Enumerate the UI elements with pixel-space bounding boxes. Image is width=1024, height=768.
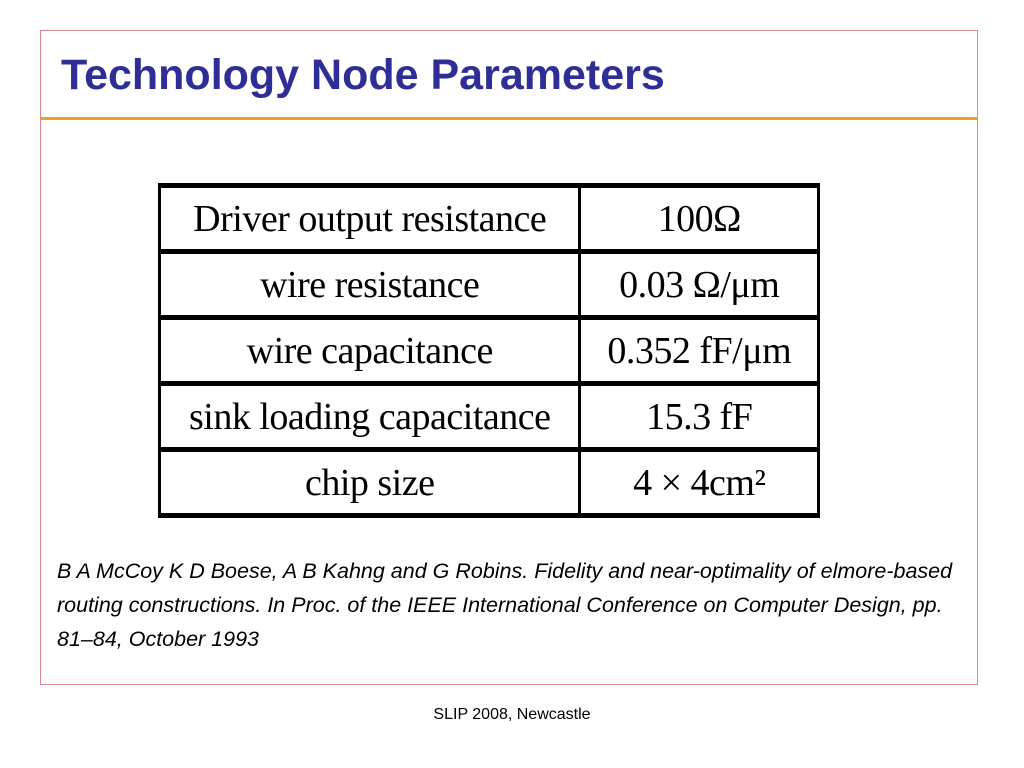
title-divider — [41, 117, 977, 120]
parameter-value: 4 × 4cm² — [581, 452, 817, 513]
table-row — [161, 452, 817, 513]
slide-frame — [40, 30, 978, 685]
citation-text: B A McCoy K D Boese, A B Kahng and G Robins. Fidelity and near-optimality of elmore-based routing constructions. In Proc. of the IEEE International Conference on Computer Design, pp. 81–84, October 1993 — [57, 559, 953, 651]
table-row — [161, 386, 817, 447]
parameter-label: chip size — [161, 452, 581, 513]
parameter-label: wire resistance — [161, 254, 581, 315]
parameter-value: 0.352 fF/μm — [581, 320, 817, 381]
parameter-label: sink loading capacitance — [161, 386, 581, 447]
parameter-label: Driver output resistance — [161, 188, 581, 249]
parameter-label: wire capacitance — [161, 320, 581, 381]
parameters-table — [158, 183, 820, 518]
parameter-value: 100Ω — [581, 188, 817, 249]
table-row — [161, 254, 817, 315]
table-row — [161, 188, 817, 249]
slide-title: Technology Node Parameters — [61, 51, 665, 99]
table-row — [161, 320, 817, 381]
parameter-value: 0.03 Ω/μm — [581, 254, 817, 315]
parameter-value: 15.3 fF — [581, 386, 817, 447]
slide-footer: SLIP 2008, Newcastle — [433, 706, 591, 723]
